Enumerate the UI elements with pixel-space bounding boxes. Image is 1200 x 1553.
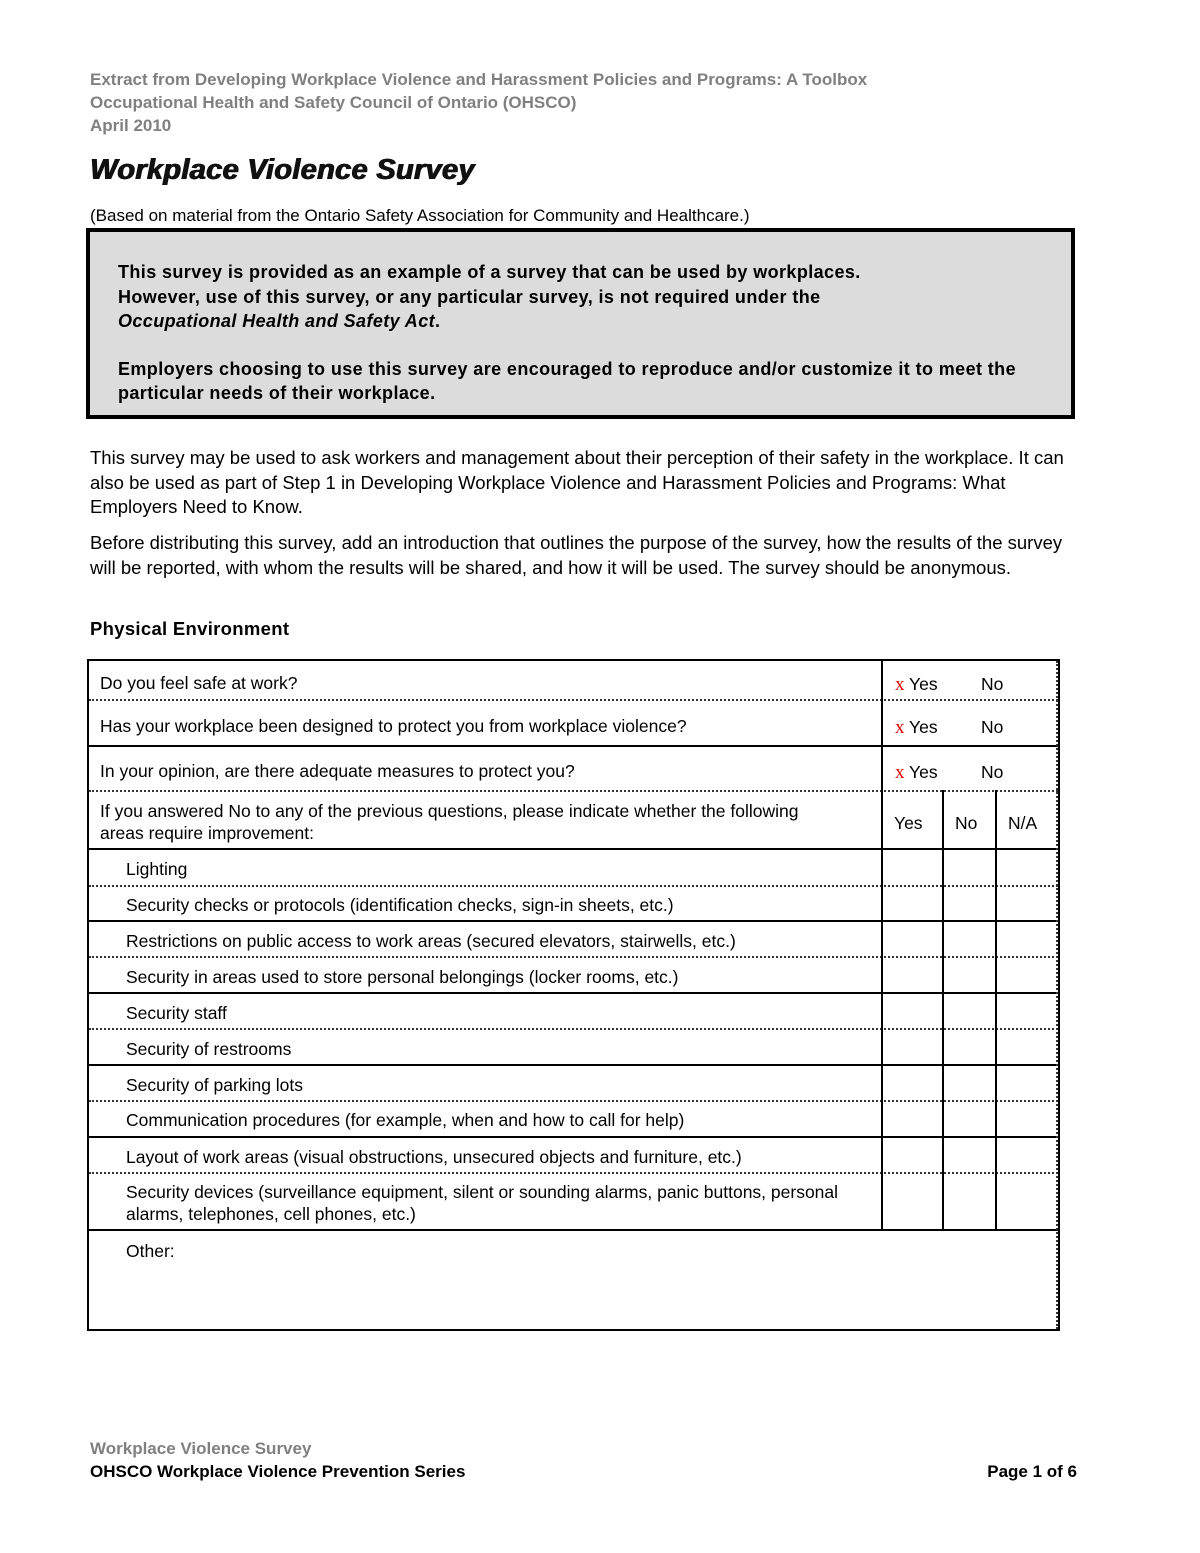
row-divider (89, 1229, 1058, 1231)
section-heading: Physical Environment (90, 618, 290, 639)
footer-document-title: Workplace Violence Survey (90, 1439, 312, 1458)
column-header-yes: Yes (894, 813, 923, 833)
row-divider (89, 992, 1058, 994)
item-personal-belongings: Security in areas used to store personal belongings (locker rooms, etc.) (126, 967, 679, 987)
item-public-access: Restrictions on public access to work areas (secured elevators, stairwells, etc.) (126, 931, 736, 951)
row-divider (89, 745, 1058, 747)
act-name: Occupational Health and Safety Act (118, 311, 435, 331)
improvement-prompt: If you answered No to any of the previous questions, please indicate whether the following areas require improvement: (100, 801, 799, 843)
answer-mark-yes[interactable] (895, 761, 938, 784)
item-layout: Layout of work areas (visual obstructions, unsecured objects and furniture, etc.) (126, 1147, 742, 1167)
header-source-line: Extract from Developing Workplace Violence and Harassment Policies and Programs: A Toolbox (90, 70, 868, 89)
disclaimer-paragraph-2: Employers choosing to use this survey are encouraged to reproduce and/or customize it to meet the particular needs of their workplace. (118, 358, 1016, 403)
source-note: (Based on material from the Ontario Safety Association for Community and Healthcare.) (90, 206, 750, 225)
row-divider (89, 885, 1058, 887)
item-lighting: Lighting (126, 859, 188, 879)
no-option[interactable]: No (981, 674, 1004, 694)
yes-option: Yes (909, 674, 938, 694)
yes-option: Yes (909, 717, 938, 737)
header-organization-line: Occupational Health and Safety Council of Ontario (OHSCO) (90, 93, 577, 112)
row-divider (89, 1136, 1058, 1138)
survey-table (87, 659, 1060, 1331)
no-option[interactable]: No (981, 717, 1004, 737)
na-column-divider (995, 790, 997, 1229)
x-mark: x (895, 762, 905, 783)
footer-series: OHSCO Workplace Violence Prevention Series (90, 1462, 466, 1481)
other-label[interactable]: Other: (126, 1241, 175, 1261)
item-security-devices: Security devices (surveillance equipment, silent or sounding alarms, panic buttons, personal alarms, telephones, cell phones, etc.) (126, 1182, 839, 1224)
page-title: Workplace Violence Survey (90, 154, 475, 186)
question-safe-at-work: Do you feel safe at work? (100, 673, 298, 693)
disclaimer-box (86, 228, 1075, 419)
item-communication: Communication procedures (for example, when and how to call for help) (126, 1110, 685, 1130)
row-divider (89, 1028, 1058, 1030)
row-divider (89, 1172, 1058, 1174)
row-divider (89, 790, 1058, 792)
answer-mark-yes[interactable] (895, 673, 938, 696)
row-divider (89, 920, 1058, 922)
column-header-no: No (955, 813, 978, 833)
no-column-divider (942, 790, 944, 1229)
question-workplace-designed: Has your workplace been designed to protect you from workplace violence? (100, 716, 687, 736)
intro-paragraph-1: This survey may be used to ask workers and management about their perception of their safety in the workplace. It can also be used as part of Step 1 in Developing Workplace Violence and Harassment Policies and Programs: What Employers Need to Know. (90, 447, 1064, 517)
row-divider (89, 699, 1058, 701)
item-security-staff: Security staff (126, 1003, 227, 1023)
header-date-line: April 2010 (90, 116, 172, 135)
item-parking-lots: Security of parking lots (126, 1075, 304, 1095)
question-adequate-measures: In your opinion, are there adequate measures to protect you? (100, 761, 575, 781)
row-divider (89, 848, 1058, 850)
disclaimer-line-2: However, use of this survey, or any particular survey, is not required under the (118, 286, 821, 307)
item-security-checks: Security checks or protocols (identification checks, sign-in sheets, etc.) (126, 895, 674, 915)
disclaimer-paragraph-1 (118, 260, 1047, 334)
item-restrooms: Security of restrooms (126, 1039, 292, 1059)
x-mark: x (895, 674, 905, 695)
column-header-na: N/A (1008, 813, 1038, 833)
row-divider (89, 1100, 1058, 1102)
page-number: Page 1 of 6 (987, 1462, 1077, 1481)
row-divider (89, 956, 1058, 958)
disclaimer-period: . (435, 311, 441, 331)
answer-mark-yes[interactable] (895, 716, 938, 739)
intro-paragraph-2: Before distributing this survey, add an introduction that outlines the purpose of the survey, how the results of the survey will be reported, with whom the results will be shared, and how it will be used. The survey should be anonymous. (90, 532, 1063, 578)
disclaimer-line-1: This survey is provided as an example of a survey that can be used by workplaces. (118, 262, 861, 282)
yes-option: Yes (909, 762, 938, 782)
table-right-edge (1056, 661, 1058, 1329)
no-option[interactable]: No (981, 762, 1004, 782)
x-mark: x (895, 717, 905, 738)
row-divider (89, 1064, 1058, 1066)
document-header (90, 68, 1090, 137)
